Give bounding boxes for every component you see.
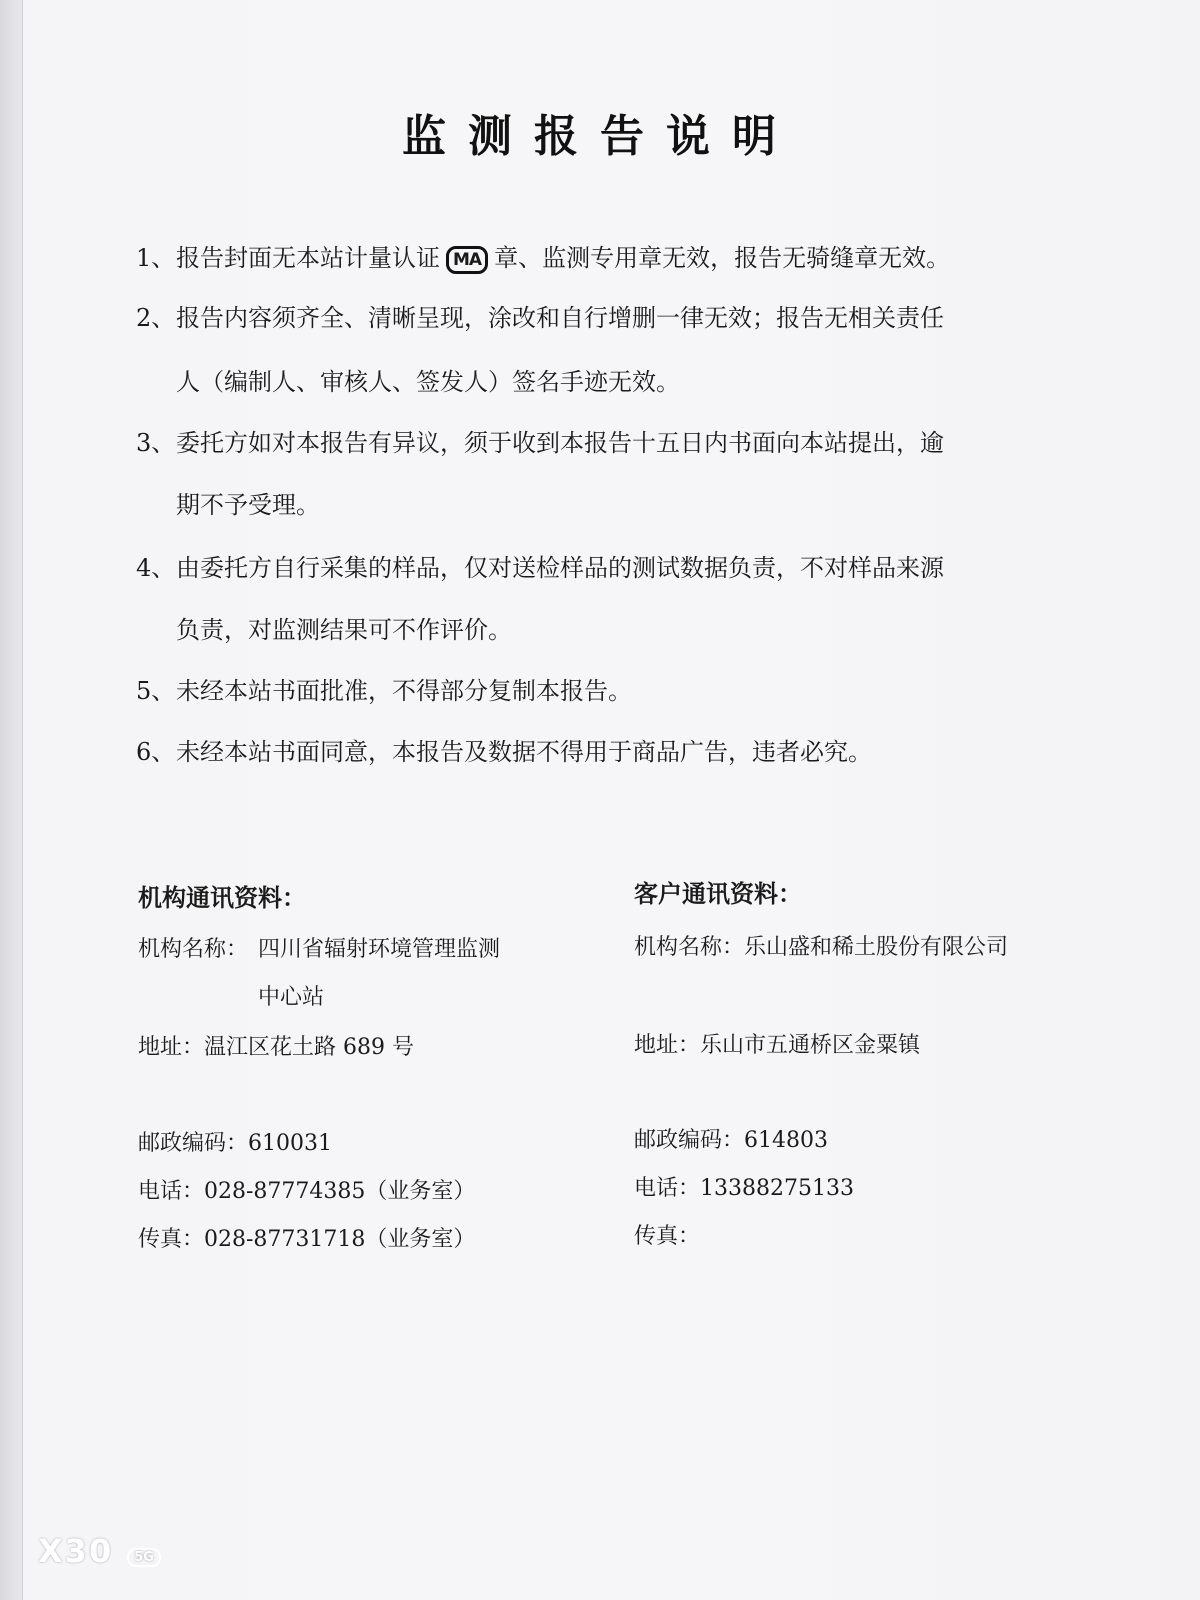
note-item-3-line-2: 期不予受理。 [176, 491, 320, 519]
note-item-1 [136, 243, 1076, 274]
note-text: 报告内容须齐全、清晰呈现，涂改和自行增删一律无效；报告无相关责任 [176, 304, 944, 332]
note-text: 未经本站书面同意，本报告及数据不得用于商品广告，违者必究。 [176, 738, 872, 766]
network-badge: 5G [127, 1548, 161, 1567]
client-fax: 传真： [634, 1224, 701, 1249]
note-number: 6、 [136, 738, 176, 766]
institution-address: 地址：温江区花土路 689 号 [138, 1035, 414, 1060]
note-item-3 [136, 428, 1076, 458]
client-address: 地址：乐山市五通桥区金粟镇 [634, 1033, 921, 1058]
note-item-4-line-2: 负责，对监测结果可不作评价。 [176, 616, 512, 644]
camera-watermark [38, 1532, 161, 1570]
institution-fax: 传真：028-87731718（业务室） [138, 1227, 476, 1252]
institution-contact-heading: 机构通讯资料： [138, 884, 306, 912]
note-text: 报告封面无本站计量认证 [176, 244, 440, 272]
note-text: 委托方如对本报告有异议，须于收到本报告十五日内书面向本站提出，逾 [176, 429, 944, 457]
client-phone: 电话：13388275133 [634, 1176, 854, 1201]
note-item-6 [136, 737, 1076, 767]
institution-name-line-2: 中心站 [258, 985, 325, 1010]
cma-certification-mark-icon: MA [446, 246, 488, 274]
camera-model-label: X30 [38, 1532, 114, 1570]
note-item-2-line-2: 人（编制人、审核人、签发人）签名手迹无效。 [176, 368, 680, 396]
client-contact-heading: 客户通讯资料： [634, 880, 802, 908]
note-item-4 [136, 553, 1076, 583]
client-name: 机构名称：乐山盛和稀土股份有限公司 [634, 935, 1009, 960]
institution-name-label: 机构名称： [138, 937, 249, 962]
page-title: 监测报告说明 [402, 111, 798, 162]
note-number: 4、 [136, 554, 176, 582]
note-text: 由委托方自行采集的样品，仅对送检样品的测试数据负责，不对样品来源 [176, 554, 944, 582]
client-postcode: 邮政编码：614803 [634, 1128, 828, 1153]
note-item-5 [136, 676, 1076, 706]
institution-postcode: 邮政编码：610031 [138, 1131, 332, 1156]
note-number: 5、 [136, 677, 176, 705]
note-text: 未经本站书面批准，不得部分复制本报告。 [176, 677, 632, 705]
institution-name-line-1: 四川省辐射环境管理监测 [258, 937, 501, 962]
note-number: 1、 [136, 244, 176, 272]
page-binding-edge [0, 0, 23, 1600]
note-number: 3、 [136, 429, 176, 457]
note-text-cont: 章、监测专用章无效，报告无骑缝章无效。 [494, 244, 951, 272]
note-item-2 [136, 303, 1076, 333]
note-number: 2、 [136, 304, 176, 332]
institution-phone: 电话：028-87774385（业务室） [138, 1179, 476, 1204]
